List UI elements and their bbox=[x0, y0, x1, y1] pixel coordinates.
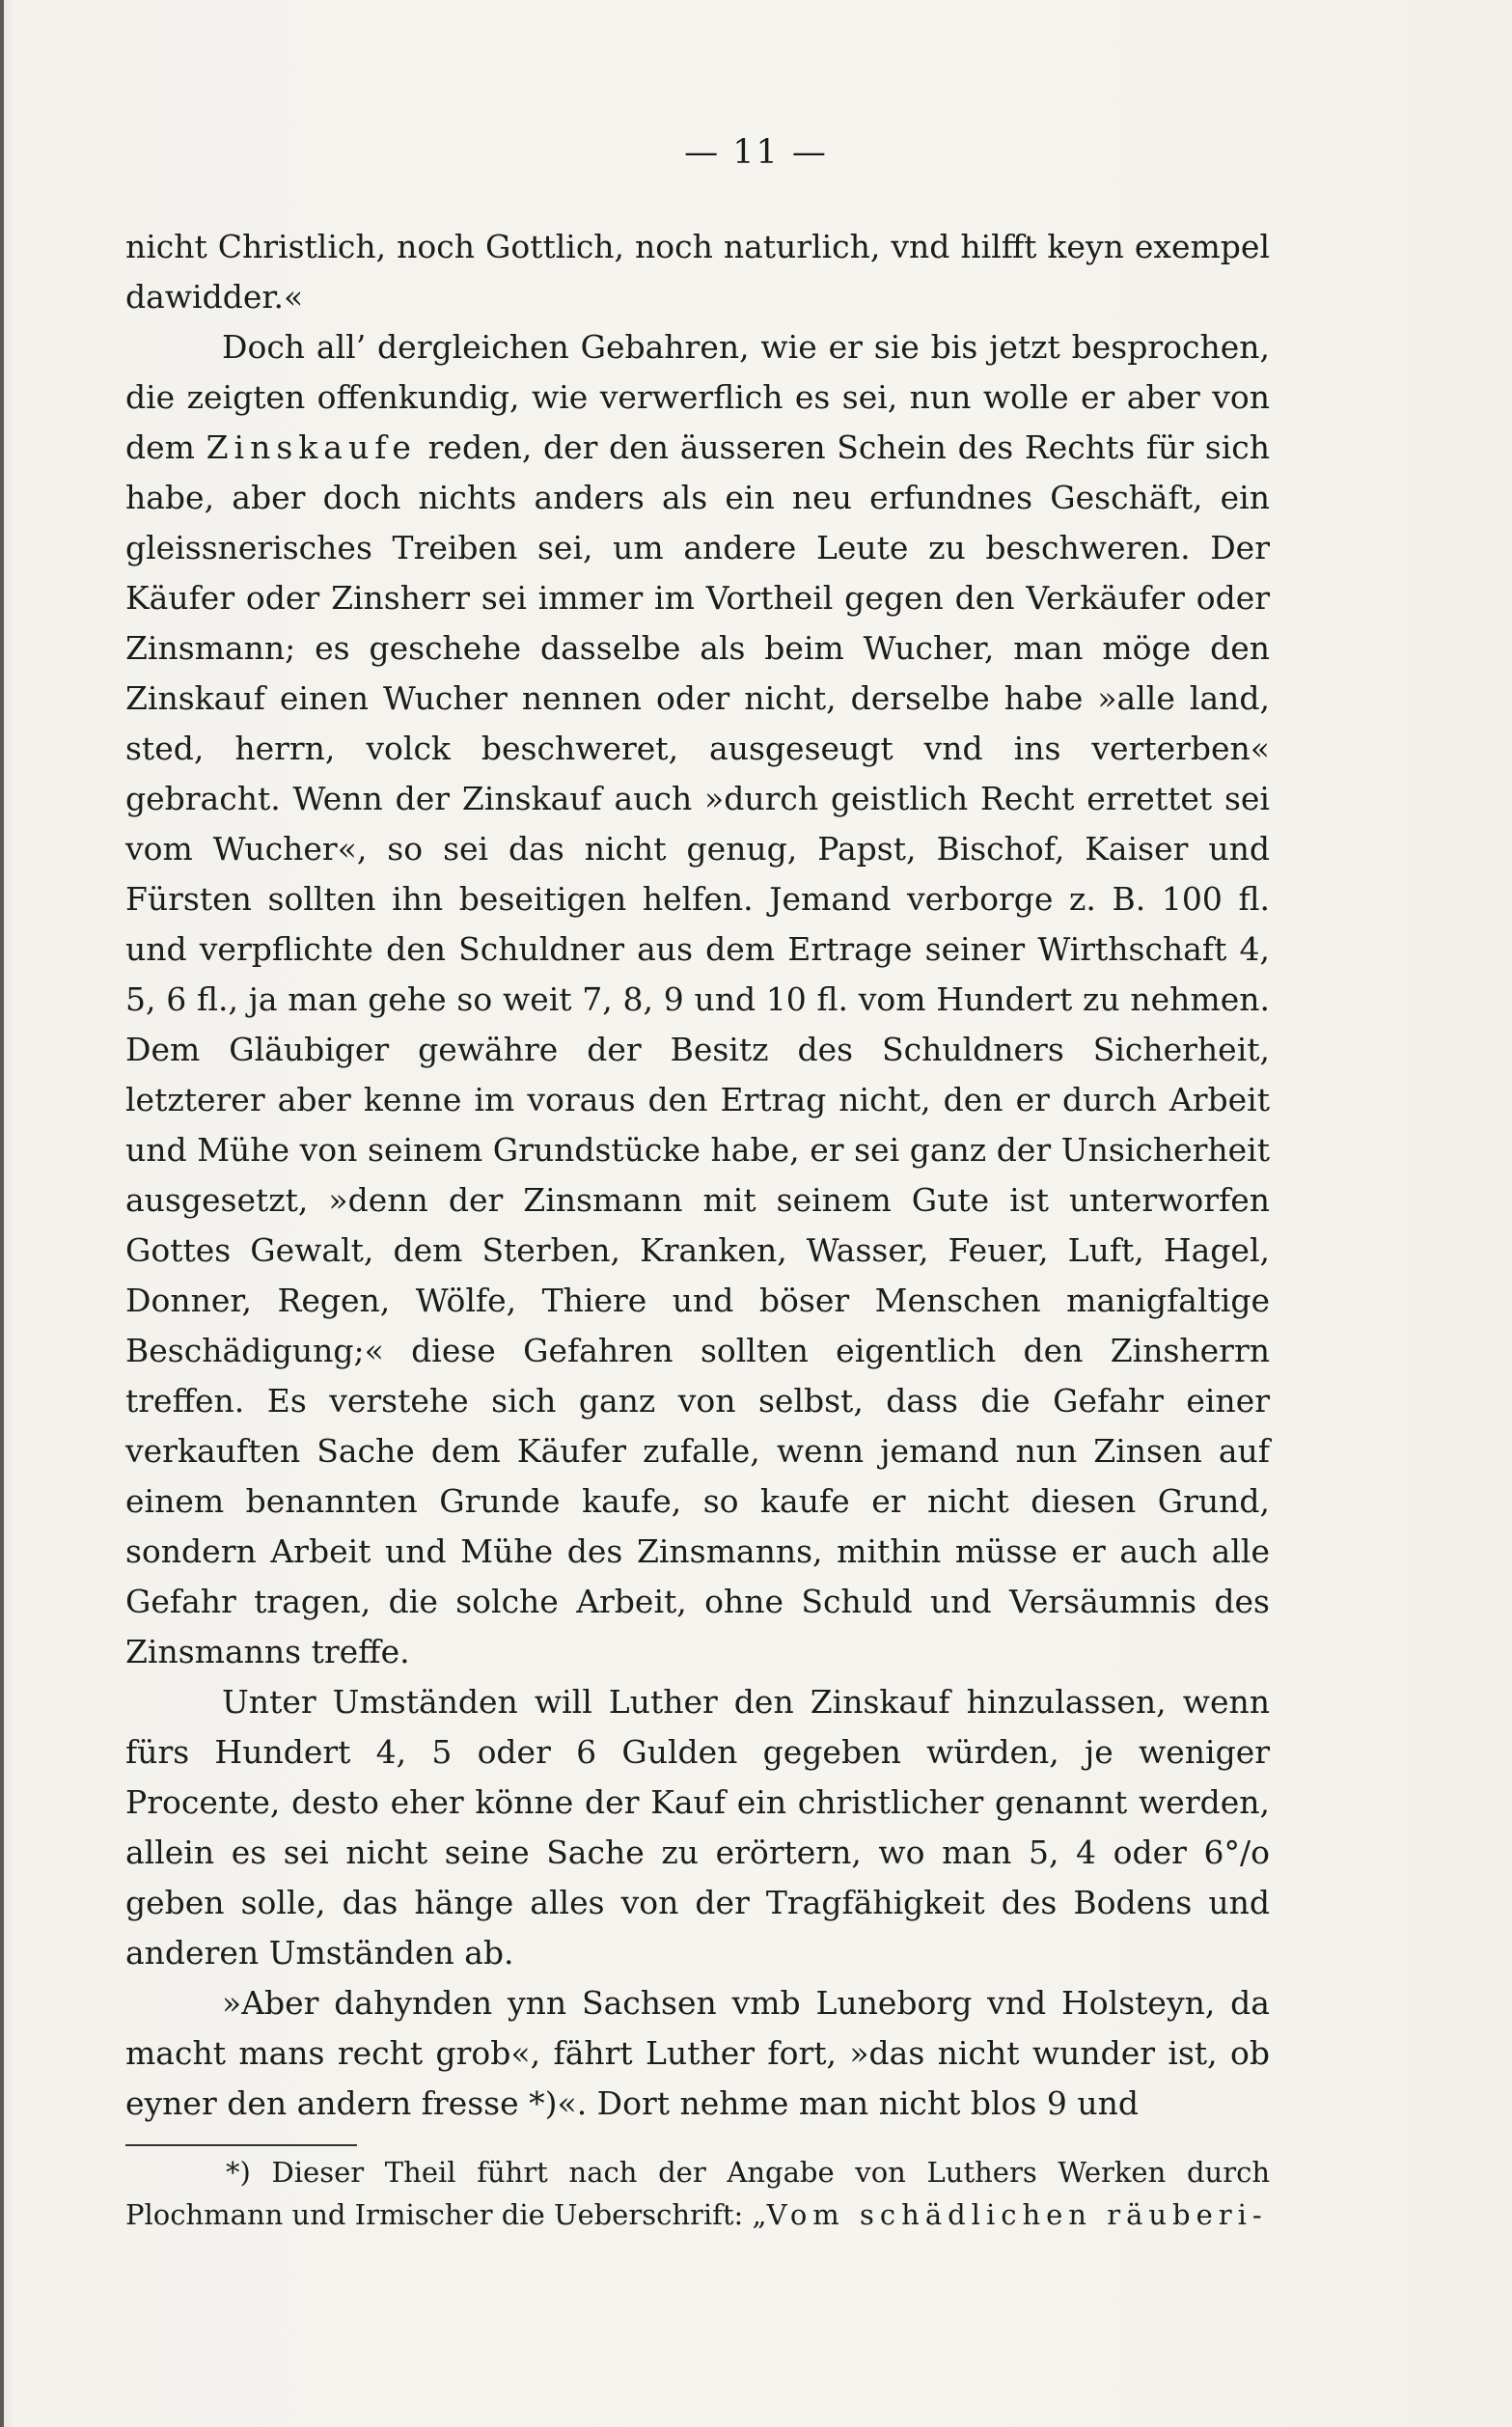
paragraph-3 bbox=[125, 1677, 1270, 1978]
paragraph-2 bbox=[125, 322, 1270, 1677]
paragraph-text: reden, der den äusseren Schein des Rechts für sich habe, aber doch nichts anders als ein neu erfundnes Geschäft, ein gleissnerisches Treiben sei, um andere Leute zu beschweren. Der Käufer oder Zinsherr sei immer im Vortheil gegen den Verkäufer oder Zinsmann; es geschehe dasselbe als beim Wucher, man möge den Zinskauf einen Wucher nennen oder nicht, derselbe habe »alle land, sted, herrn, volck beschweret, ausgeseugt vnd ins verterben« gebracht. Wenn der Zinskauf auch »durch geistlich Recht errettet sei vom Wucher«, so sei das nicht genug, Papst, Bischof, Kaiser und Fürsten sollten ihn beseitigen helfen. Jemand verborge z. B. 100 fl. und verpflichte den Schuldner aus dem Ertrage seiner Wirthschaft 4, 5, 6 fl., ja man gehe so weit 7, 8, 9 und 10 fl. vom Hundert zu nehmen. Dem Gläubiger gewähre der Besitz des Schuldners Sicherheit, letzterer aber kenne im voraus den Ertrag nicht, den er durch Arbeit und Mühe von seinem Grundstücke habe, er sei ganz der Unsicherheit ausgesetzt, »denn der Zinsmann mit seinem Gute ist unterworfen Gottes Gewalt, dem Sterben, Kranken, Wasser, Feuer, Luft, Hagel, Donner, Regen, Wölfe, Thiere und böser Menschen manigfaltige Beschädigung;« diese Gefahren sollten eigentlich den Zinsherrn treffen. Es verstehe sich ganz von selbst, dass die Gefahr einer verkauften Sache dem Käufer zufalle, wenn jemand nun Zinsen auf einem benannten Grunde kaufe, so kaufe er nicht diesen Grund, sondern Arbeit und Mühe des Zinsmanns, mithin müsse er auch alle Gefahr tragen, die solche Arbeit, ohne Schuld und Versäumnis des Zinsmanns treffe. bbox=[125, 428, 1271, 1670]
body-text bbox=[125, 222, 1270, 2129]
paragraph-1 bbox=[125, 222, 1270, 322]
footnote-text bbox=[125, 2151, 1270, 2236]
paragraph-text: Unter Umständen will Luther den Zinskauf hinzulassen, wenn fürs Hundert 4, 5 oder 6 Gulden gegeben würden, je weniger Procente, desto eher könne der Kauf ein christlicher genannt werden, allein es sei nicht seine Sache zu erörtern, wo man 5, 4 oder 6°/o geben solle, das hänge alles von der Tragfähigkeit des Bodens und anderen Umständen ab. bbox=[125, 1683, 1270, 1972]
footnote-divider bbox=[125, 2144, 357, 2146]
paragraph-text: nicht Christlich, noch Gottlich, noch naturlich, vnd hilfft keyn exempel dawidder.« bbox=[125, 228, 1270, 316]
page-binding-edge bbox=[0, 0, 4, 2427]
paragraph-4 bbox=[125, 1978, 1270, 2129]
footnote bbox=[125, 2151, 1270, 2236]
paragraph-text: »Aber dahynden ynn Sachsen vmb Luneborg vnd Holsteyn, da macht mans recht grob«, fährt Luther fort, »das nicht wunder ist, ob eyner den andern fresse *)«. Dort nehme man nicht blos 9 und bbox=[125, 1984, 1270, 2122]
page-number: — 11 — bbox=[684, 133, 828, 172]
emphasized-term: Zinskaufe bbox=[206, 428, 417, 466]
paragraph-text: Doch all’ dergleichen Gebahren, wie er sie bis jetzt besprochen, die zeigten offenkundig, wie verwerflich es sei, nun wolle er aber von dem bbox=[125, 328, 1270, 466]
footnote-text-part: *) Dieser Theil führt nach der Angabe von Luthers Werken durch Plochmann und Irmischer die Ueberschrift: „ bbox=[125, 2156, 1270, 2231]
footnote-spaced-title: Vom schädlichen räuberi- bbox=[766, 2198, 1268, 2231]
